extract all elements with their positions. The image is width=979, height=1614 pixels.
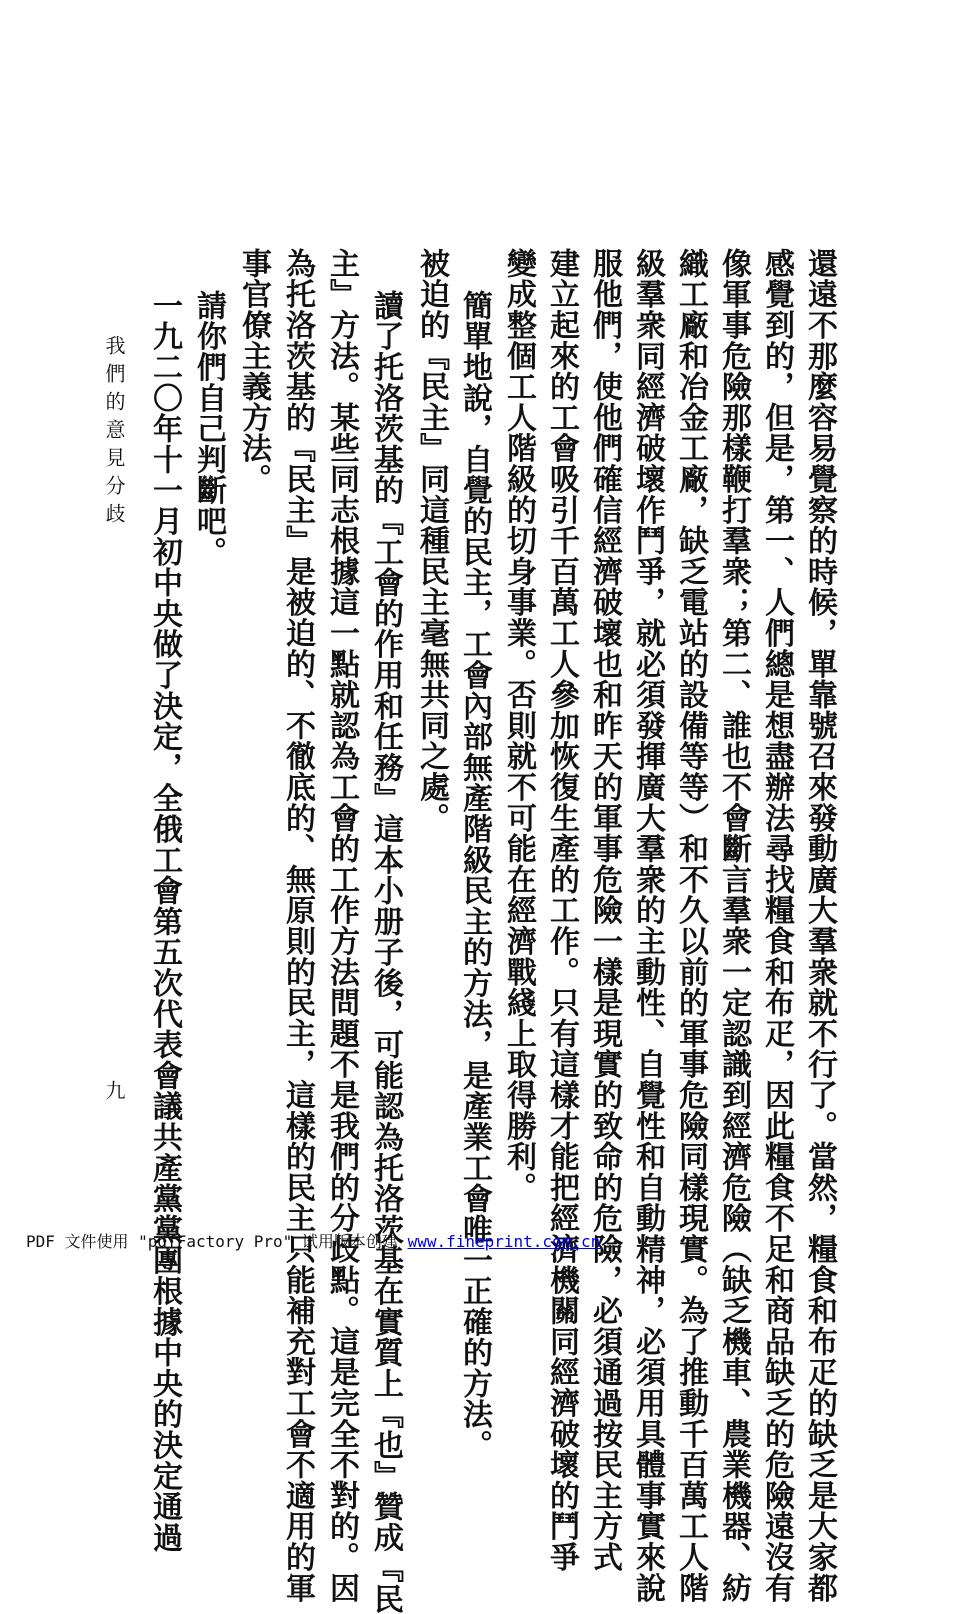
text-column-13: 為托洛茨基的『民主』是被迫的、不徹底的、無原則的民主，這樣的民主只能補充對工會不適用的軍 — [280, 248, 315, 1604]
text-column-10: 被迫的『民主』同這種民主毫無共同之處。 — [414, 248, 449, 834]
text-column-16: 一九二〇年十一月初中央做了決定，全俄工會第五次代表會議共產黨黨團根據中央的決定通過 — [147, 290, 182, 1553]
text-column-8: 變成整個工人階級的切身事業。否則就不可能在經濟戰綫上取得勝利。 — [501, 248, 536, 1203]
pdf-footer — [26, 1229, 600, 1252]
text-column-3: 像軍事危險那樣鞭打羣衆；第二、誰也不會斷言羣衆一定認識到經濟危險（缺乏機車、農業機器、紡 — [716, 248, 751, 1604]
text-column-11: 讀了托洛茨基的『工會的作用和任務』這本小册子後，可能認為托洛茨基在實質上『也』贊成『民 — [368, 290, 403, 1614]
text-column-5: 級羣衆同經濟破壞作鬥爭，就必須發揮廣大羣衆的主動性、自覺性和自動精神，必須用具體事實來說 — [630, 248, 665, 1604]
footer-link[interactable]: www.fineprint.com.cn — [407, 1232, 601, 1251]
text-column-9: 簡單地說，自覺的民主，工會內部無產階級民主的方法，是產業工會唯一正確的方法。 — [457, 290, 492, 1461]
text-column-4: 織工廠和冶金工廠，缺乏電站的設備等等）和不久以前的軍事危險同樣現實。為了推動千百萬工人階 — [673, 248, 708, 1604]
text-column-1: 還遠不那麼容易覺察的時候，單靠號召來發動廣大羣衆就不行了。當然，糧食和布疋的缺乏是大家都 — [802, 248, 837, 1604]
text-column-15: 請你們自己判斷吧。 — [191, 290, 226, 568]
text-column-14: 事官僚主義方法。 — [236, 248, 271, 495]
footer-text: PDF 文件使用 "pdfFactory Pro" 试用版本创建 — [26, 1232, 408, 1251]
text-column-2: 感覺到的，但是，第一、人們總是想盡辦法尋找糧食和布疋，因此糧食不足和商品缺乏的危險遠沒有 — [759, 248, 794, 1604]
page-number: 九 — [102, 1080, 126, 1100]
running-head: 我們的意見分歧 — [102, 335, 126, 531]
text-column-12: 主』方法。某些同志根據這一點就認為工會的工作方法問題不是我們的分歧點。這是完全不對的。因 — [324, 248, 359, 1604]
text-column-7: 建立起來的工會吸引千百萬工人參加恢復生產的工作。只有這樣才能把經濟機關同經濟破壞的鬥爭 — [544, 248, 579, 1573]
text-column-6: 服他們，使他們確信經濟破壞也和昨天的軍事危險一樣是現實的致命的危險，必須通過按民主方式 — [587, 248, 622, 1573]
